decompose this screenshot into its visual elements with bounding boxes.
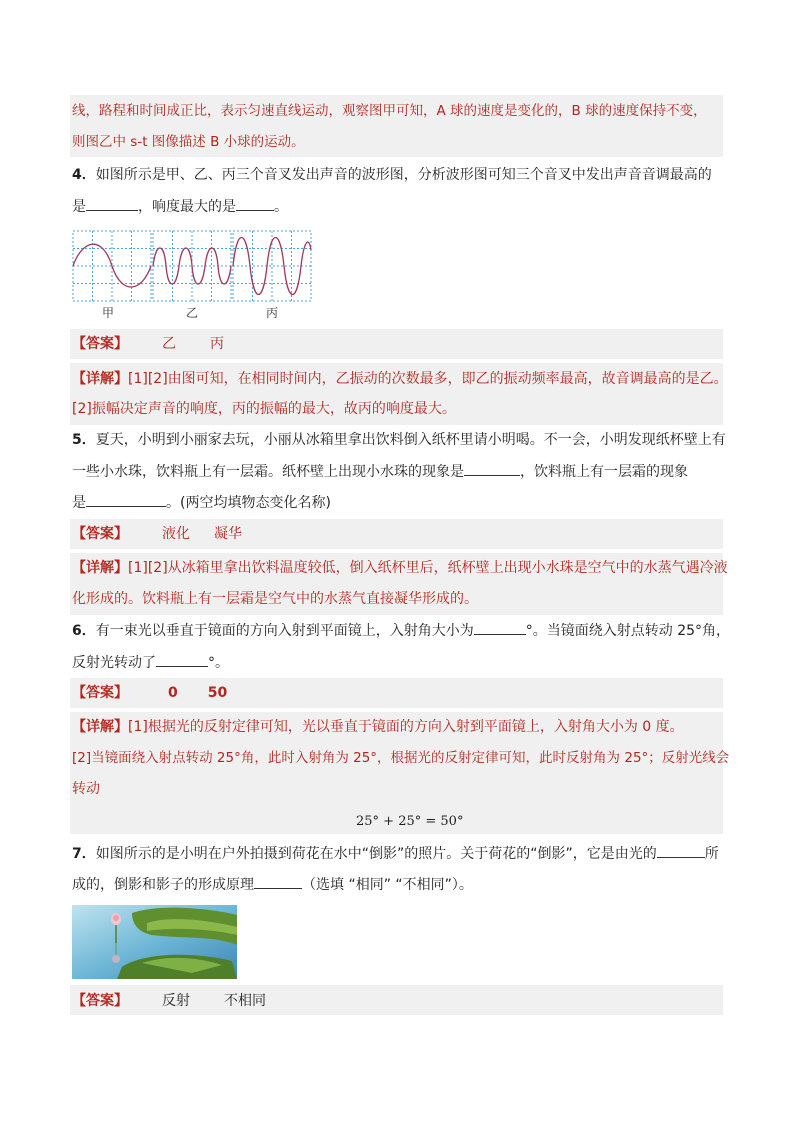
question-7-line-2 [72,874,473,896]
question-text: °。 [208,655,229,671]
question-number: 7． [72,846,96,862]
detail-label: 【详解】 [72,560,128,576]
question-5-line-2 [72,461,688,483]
question-6 [72,620,730,642]
question-5 [72,429,726,451]
question-text: 如图所示是甲、乙、丙三个音叉发出声音的波形图，分析波形图可知三个音叉中发出声音音调最高的 [95,167,712,183]
question-text: 是 [72,199,86,215]
detail-4-line-1 [72,368,728,390]
caption-jia: 甲 [102,306,115,320]
answer-value-2: 丙 [210,336,224,352]
detail-6-line-3: 转动 [72,781,100,797]
answer-label: 【答案】 [72,526,128,542]
question-number: 5． [72,432,96,448]
answer-blank-1 [474,620,526,635]
question-text: 成的，倒影和影子的形成原理 [72,877,254,893]
answer-blank-2 [86,492,166,507]
detail-text: [1]根据光的反射定律可知，光以垂直于镜面的方向入射到平面镜上，入射角大小为 0 度。 [128,719,684,735]
question-number: 4． [72,167,96,183]
detail-6-line-2: [2]当镜面绕入射点转动 25°角，此时入射角为 25°，根据光的反射定律可知，此时反射角为 25°；反射光线会 [72,750,730,766]
question-text: 反射光转动了 [72,655,156,671]
wave-yi [153,248,231,284]
question-text: ，饮料瓶上有一层霜的现象 [520,464,688,480]
answer-row-5 [72,523,242,545]
carry-line-2: 则图乙中 s-t 图像描述 B 小球的运动。 [72,134,305,150]
question-text: 是 [72,495,86,511]
detail-text: [1][2]从冰箱里拿出饮料温度较低，倒入纸杯里后，纸杯壁上出现小水珠是空气中的水蒸气遇冷液 [128,560,728,576]
question-text: 有一束光以垂直于镜面的方向入射到平面镜上，入射角大小为 [95,623,474,639]
question-text: 所 [704,846,719,862]
answer-value-2: 不相同 [224,993,266,1009]
answer-value-1: 0 [168,685,178,701]
question-text: （选填 “相同” “不相同”）。 [302,877,473,893]
answer-row-6 [72,682,227,704]
answer-row-7 [72,990,266,1012]
detail-6-line-1 [72,716,684,738]
waveform-figure [72,230,314,304]
carry-line-1: 线，路程和时间成正比，表示匀速直线运动，观察图甲可知，A 球的速度是变化的，B 球的速度保持不变， [72,103,707,119]
question-text: 。(两空均填物态变化名称) [166,495,331,511]
answer-value-1: 乙 [162,336,176,352]
answer-label: 【答案】 [72,336,128,352]
formula: 25° + 25° = 50° [356,814,464,829]
answer-value-1: 液化 [162,526,190,542]
detail-text: [1][2]由图可知，在相同时间内，乙振动的次数最多，即乙的振动频率最高，故音调最高的是乙。 [128,371,728,387]
detail-4-line-2: [2]振幅决定声音的响度，丙的振幅的最大，故丙的响度最大。 [72,401,456,417]
question-7 [72,843,719,865]
question-text: 如图所示的是小明在户外拍摄到荷花在水中“倒影”的照片。关于荷花的“倒影”，它是由光的 [95,846,657,862]
question-text: 。 [274,199,288,215]
answer-blank-1 [86,196,138,211]
answer-blank-1 [464,461,520,476]
question-5-line-3 [72,492,331,514]
detail-5-line-2: 化形成的。饮料瓶上有一层霜是空气中的水蒸气直接凝华形成的。 [72,591,478,607]
detail-label: 【详解】 [72,371,128,387]
question-text: 夏天，小明到小丽家去玩，小丽从冰箱里拿出饮料倒入纸杯里请小明喝。不一会，小明发现纸杯壁上有 [95,432,726,448]
detail-5-line-1 [72,557,728,579]
answer-row-4 [72,333,224,355]
question-6-line-2 [72,652,229,674]
caption-yi: 乙 [186,306,199,320]
answer-value-2: 50 [207,685,228,701]
question-number: 6． [72,623,96,639]
answer-label: 【答案】 [72,685,128,701]
wave-bing [233,238,311,295]
question-text: ，响度最大的是 [138,199,236,215]
answer-blank-1 [657,843,705,858]
caption-bing: 丙 [266,306,279,320]
answer-label: 【答案】 [72,993,128,1009]
answer-blank-2 [156,652,208,667]
question-text: °。当镜面绕入射点转动 25°角， [525,623,731,639]
answer-value-2: 凝华 [214,526,242,542]
question-4-line-2 [72,196,288,218]
answer-blank-2 [254,874,302,889]
detail-label: 【详解】 [72,719,128,735]
question-text: 一些小水珠，饮料瓶上有一层霜。纸杯壁上出现小水珠的现象是 [72,464,464,480]
answer-value-1: 反射 [162,993,190,1009]
question-4 [72,164,712,186]
lotus-reflection-photo [72,905,237,979]
answer-blank-2 [236,196,274,211]
